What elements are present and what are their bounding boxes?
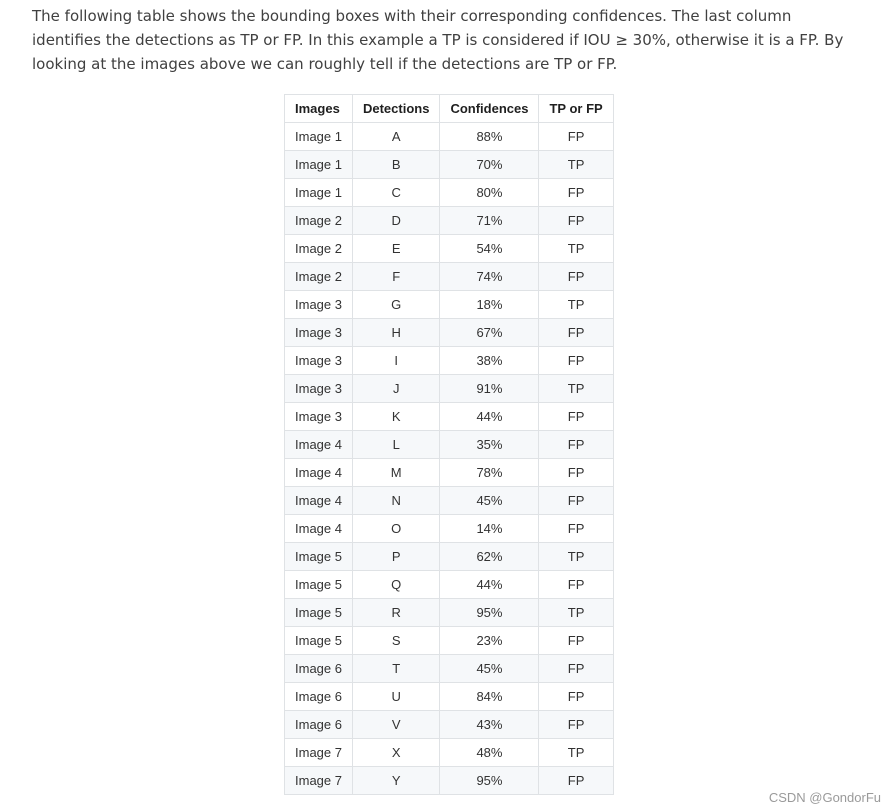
cell-image: Image 2 [285,207,353,235]
header-images: Images [285,95,353,123]
table-row [285,515,614,543]
cell-tp-or-fp: TP [539,543,613,571]
cell-image: Image 2 [285,263,353,291]
table-row [285,263,614,291]
cell-tp-or-fp: TP [539,151,613,179]
table-row [285,431,614,459]
table-body [285,123,614,795]
cell-image: Image 3 [285,319,353,347]
cell-confidence: 62% [440,543,539,571]
cell-detection: S [352,627,439,655]
cell-image: Image 4 [285,515,353,543]
cell-confidence: 67% [440,319,539,347]
table-row [285,599,614,627]
cell-confidence: 14% [440,515,539,543]
cell-image: Image 1 [285,123,353,151]
cell-confidence: 54% [440,235,539,263]
cell-confidence: 48% [440,739,539,767]
cell-tp-or-fp: FP [539,263,613,291]
table-row [285,487,614,515]
cell-image: Image 3 [285,347,353,375]
cell-tp-or-fp: FP [539,403,613,431]
cell-tp-or-fp: TP [539,235,613,263]
intro-paragraph: The following table shows the bounding boxes with their corresponding confidences. The last column identifies the detections as TP or FP. In this example a TP is considered if IOU ≥ 30%, otherwise it is a FP. By looking at the images above we can roughly tell if the detections are TP or FP. [32,7,844,73]
cell-image: Image 3 [285,291,353,319]
cell-tp-or-fp: TP [539,375,613,403]
cell-detection: U [352,683,439,711]
cell-confidence: 44% [440,571,539,599]
cell-image: Image 6 [285,711,353,739]
cell-detection: H [352,319,439,347]
cell-image: Image 5 [285,627,353,655]
cell-image: Image 2 [285,235,353,263]
cell-image: Image 4 [285,431,353,459]
cell-image: Image 6 [285,655,353,683]
cell-detection: C [352,179,439,207]
table-row [285,375,614,403]
cell-tp-or-fp: FP [539,431,613,459]
cell-tp-or-fp: FP [539,515,613,543]
cell-detection: G [352,291,439,319]
cell-confidence: 91% [440,375,539,403]
cell-detection: P [352,543,439,571]
cell-confidence: 45% [440,487,539,515]
cell-confidence: 84% [440,683,539,711]
cell-confidence: 95% [440,599,539,627]
cell-confidence: 74% [440,263,539,291]
cell-tp-or-fp: FP [539,123,613,151]
cell-detection: X [352,739,439,767]
table-row [285,179,614,207]
cell-tp-or-fp: FP [539,683,613,711]
cell-detection: D [352,207,439,235]
cell-confidence: 45% [440,655,539,683]
table-row [285,151,614,179]
cell-confidence: 78% [440,459,539,487]
cell-image: Image 5 [285,571,353,599]
cell-detection: F [352,263,439,291]
table-row [285,571,614,599]
table-row [285,767,614,795]
header-confidences: Confidences [440,95,539,123]
cell-image: Image 1 [285,151,353,179]
table-row [285,207,614,235]
watermark: CSDN @GondorFu [768,790,881,805]
cell-detection: L [352,431,439,459]
cell-image: Image 7 [285,767,353,795]
detections-table [284,94,614,795]
cell-detection: B [352,151,439,179]
cell-detection: K [352,403,439,431]
cell-tp-or-fp: TP [539,739,613,767]
cell-detection: R [352,599,439,627]
cell-image: Image 7 [285,739,353,767]
cell-tp-or-fp: FP [539,347,613,375]
cell-confidence: 35% [440,431,539,459]
cell-detection: V [352,711,439,739]
table-row [285,739,614,767]
cell-detection: I [352,347,439,375]
cell-confidence: 80% [440,179,539,207]
cell-image: Image 5 [285,543,353,571]
cell-detection: Y [352,767,439,795]
cell-image: Image 3 [285,375,353,403]
table-row [285,627,614,655]
cell-tp-or-fp: FP [539,655,613,683]
cell-confidence: 95% [440,767,539,795]
cell-detection: Q [352,571,439,599]
cell-tp-or-fp: TP [539,599,613,627]
cell-confidence: 71% [440,207,539,235]
header-detections: Detections [352,95,439,123]
table-header-row [285,95,614,123]
cell-tp-or-fp: FP [539,627,613,655]
cell-image: Image 3 [285,403,353,431]
cell-tp-or-fp: FP [539,207,613,235]
table-row [285,403,614,431]
cell-confidence: 18% [440,291,539,319]
cell-detection: M [352,459,439,487]
table-row [285,655,614,683]
cell-confidence: 38% [440,347,539,375]
cell-tp-or-fp: FP [539,319,613,347]
table-row [285,711,614,739]
cell-detection: E [352,235,439,263]
table-row [285,683,614,711]
cell-detection: O [352,515,439,543]
table-row [285,543,614,571]
table-row [285,459,614,487]
cell-tp-or-fp: FP [539,459,613,487]
cell-confidence: 23% [440,627,539,655]
cell-tp-or-fp: FP [539,487,613,515]
cell-tp-or-fp: FP [539,711,613,739]
cell-confidence: 43% [440,711,539,739]
cell-image: Image 6 [285,683,353,711]
table-row [285,235,614,263]
cell-confidence: 88% [440,123,539,151]
cell-tp-or-fp: FP [539,179,613,207]
cell-tp-or-fp: FP [539,571,613,599]
cell-tp-or-fp: TP [539,291,613,319]
cell-detection: T [352,655,439,683]
header-tp-or-fp: TP or FP [539,95,613,123]
cell-confidence: 44% [440,403,539,431]
cell-tp-or-fp: FP [539,767,613,795]
table-row [285,319,614,347]
table-row [285,291,614,319]
table-row [285,123,614,151]
table-row [285,347,614,375]
cell-image: Image 4 [285,487,353,515]
cell-image: Image 5 [285,599,353,627]
cell-image: Image 1 [285,179,353,207]
cell-detection: N [352,487,439,515]
cell-detection: J [352,375,439,403]
cell-detection: A [352,123,439,151]
cell-confidence: 70% [440,151,539,179]
cell-image: Image 4 [285,459,353,487]
